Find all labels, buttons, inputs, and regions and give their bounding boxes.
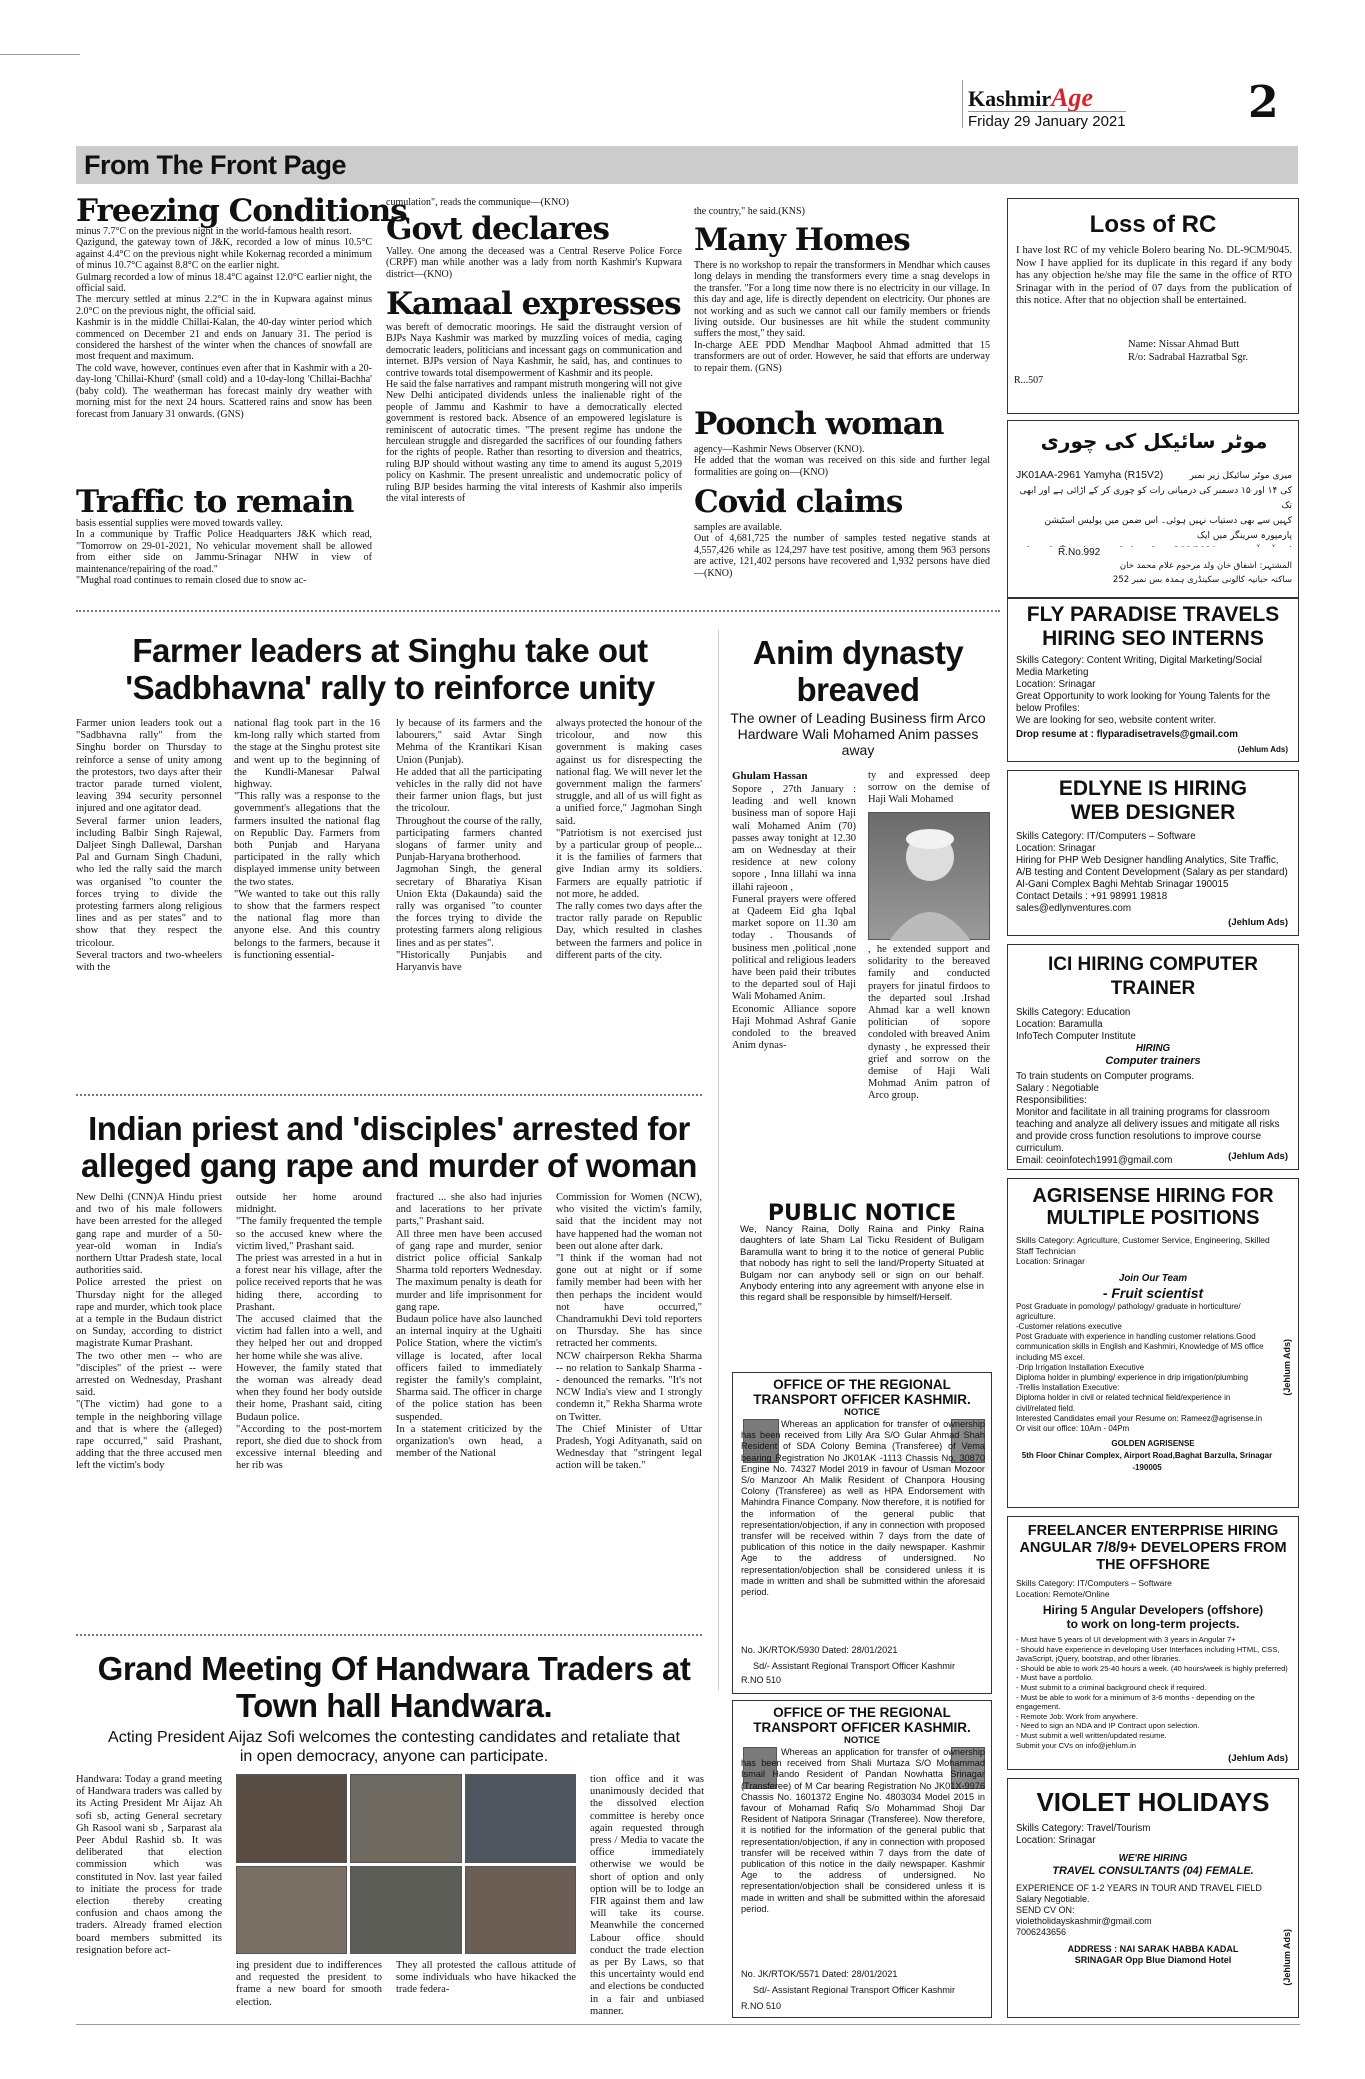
anim-col-1: Sopore , 27th January : leading and well known business man of sopore Haji wali Mohamed Anim (70) passes away tonight at 12.30 am on Wednesday at their residence at new colony sopore , Inna lillahi wa inna illahi rajeoon , Funeral prayers were offered at Qadeem Eid gha Iqbal market sopore on 11.30 am today . Thousands of business men ,political ,none political and religious leaders have been paid their tributes to the departed soul of Haji Wali Mohamed Anim. Economic Alliance sopore Haji Mohmad Ashraf Ganie condoled to the breaved Anim dynas- xyxy=(732,784,856,1052)
fly-paradise-ad xyxy=(1007,598,1299,762)
divider-priest xyxy=(76,1634,702,1636)
agri-text2: Post Graduate in pomology/ pathology/ graduate in horticulture/ agriculture. -Customer relations executive Post Graduate with experience in handling customer relations.Good communication skills in English and Kashmiri, Knowledge of MS office including MS excel. -Drip Irrigation Installation Executive Diploma holder in plumbing/ experience in drip irrigation/plumbing -Trellis Installation Executive: Diploma holder in civil or related technical field/experience in civil/related field. Interested Candidates email your Resume on: Rameez@agrisense.in Or visit our office: 10Am - 04Pm xyxy=(1016,1301,1264,1433)
ici-ad xyxy=(1007,944,1299,1170)
freelancer-ad xyxy=(1007,1516,1299,1770)
fly-sign: (Jehlum Ads) xyxy=(1237,745,1288,754)
priest-col-4: Commission for Women (NCW), who visited the victim's family, said that the incident may not have happened had the woman not been out alone after dark. "I think if the woman had not gone out at night or if some family member had been with her then perhaps the incident would not have occurred," Chandramukhi Devi told reporters on Thursday. She has since retracted her comments. NCW chairperson Rekha Sharma -- no relation to Sankalp Sharma -- denounced the remarks. "It's not NCW India's view and I strongly condemn it," Rekha Sharma wrote on Twitter. The Chief Minister of Uttar Pradesh, Yogi Adityanath, said on Wednesday that "stringent legal action will be taken." xyxy=(556,1192,702,1472)
rto1-sign: Sd/- Assistant Regional Transport Officer Kashmir xyxy=(753,1661,956,1671)
violet-text2: EXPERIENCE OF 1-2 YEARS IN TOUR AND TRAVEL FIELD Salary Negotiable. SEND CV ON: violetholidayskashmir@gmail.com 7006243656 xyxy=(1016,1883,1262,1937)
freezing-text: minus 7.7°C on the previous night in the world-famous health resort. Qazigund, the gateway town of J&K, recorded a low of minus 10.5°C against 4.4°C on the previous night while Kokernag recorded a minimum of minus 10.7°C against 8.8°C on the earlier night. Gulmarg recorded a low of minus 18.4°C against 12.0°C earlier night, the official said. The mercury settled at minus 2.2°C in the in Kupwara against minus 2.0°C on the previous night, the official said. Kashmir is in the middle Chillai-Kalan, the 40-day winter period which commenced on December 21 and ends on January 31. The period is considered the harshest of the winter when the chances of snowfall are most frequent and maximum. The cold wave, however, continues even after that in Kashmir with a 20-day-long 'Chillai-Khurd' (small cold) and a 10-day-long 'Chillai-Bachha' (baby cold). The weatherman has forecast mainly dry weather with morning mist for the next 24 hours. Scattered rains and snow has been forecast from January 31 onwards. (GNS) xyxy=(76,226,372,420)
loss-rc-addr: R/o: Sadrabal Hazratbal Sgr. xyxy=(1128,352,1249,363)
handwara-photos xyxy=(236,1774,576,1954)
rto-notice-2 xyxy=(732,1700,992,2018)
photo-5 xyxy=(350,1866,461,1955)
anim-subhead: The owner of Leading Business firm Arco Hardware Wali Mohamed Anim passes away xyxy=(730,710,986,758)
handwara-col-3: They all protested the callous attitude of some individuals who have hikacked the trade federa- xyxy=(396,1960,576,1996)
photo-2 xyxy=(350,1774,461,1863)
rto1-text: Whereas an application for transfer of ownership has been received from Lilly Ara S/O Gular Ahmad Shah Resident of SDA Colony Bemina (Transferee) of Vema bearing Registration No JK01AK -1113 Chassis No. 30870 Engine No. 74327 Model 2019 in favour of Usman Mozoor S/o Manzoor Ah Malik Resident of Chanpora Housing Colony (Transferee) as well as HPA Endorsement with Mahindra Finance Company. Now therefore, it is notified for the information of the general public that representation/objection, if any in connection with proposed transfer will be received within 7 days from the date of publication of this notice in the daily newspaper. Kashmir Age to the address of undersigned. No representation/objection shall be considered unless it is made in written and shall be submitted within the aforesaid period. xyxy=(741,1419,985,1598)
anim-byline: Ghulam Hassan xyxy=(732,770,808,782)
agri-company: GOLDEN AGRISENSE xyxy=(1111,1439,1195,1449)
photo-3 xyxy=(465,1774,576,1863)
violet-hiring: WE'RE HIRING xyxy=(1118,1853,1188,1864)
rto2-sign: Sd/- Assistant Regional Transport Officer Kashmir xyxy=(753,1985,956,1995)
agrisense-ad xyxy=(1007,1178,1299,1508)
freelancer-role: Hiring 5 Angular Developers (offshore) to work on long-term projects. xyxy=(1042,1603,1264,1631)
ici-text2: To train students on Computer programs. Salary : Negotiable Responsibilities: Monitor and facilitate in all training programs for classroom teaching and analyze all delivery issues and mitigate all risks and provide cross function resolutions to improve course curriculum. Email: ceoinfotech1991@gmail.com xyxy=(1016,1071,1280,1166)
traffic-headline: Traffic to remain xyxy=(76,484,354,520)
govt-text: Valley. One among the deceased was a Central Reserve Police Force (CRPF) man while another was a lady from north Kashmir's Kupwara district—(KNO) xyxy=(386,246,682,280)
govt-headline: Govt declares xyxy=(386,211,609,247)
priest-headline: Indian priest and 'disciples' arrested for alleged gang rape and murder of woman xyxy=(81,1110,697,1184)
ici-text: Skills Category: Education Location: Baramulla InfoTech Computer Institute xyxy=(1016,1007,1136,1042)
agri-title: AGRISENSE HIRING FOR MULTIPLE POSITIONS xyxy=(1032,1185,1274,1229)
covid-text: samples are available. Out of 4,681,725 the number of samples tested negative stands at 4,557,426 while as 124,297 have test positive, among them 963 persons are active, 121,402 persons have recovered and 1,932 persons have died—(KNO) xyxy=(694,522,990,579)
poonch-text: agency—Kashmir News Observer (KNO). He added that the woman was received on this side and further legal formalities are going on—(KNO) xyxy=(694,444,990,478)
ici-hiring: HIRING xyxy=(1135,1043,1171,1054)
public-notice xyxy=(732,1202,992,1362)
handwara-col-2: ing president due to indifferences and requested the president to frame a new board for smooth election. xyxy=(236,1960,382,2008)
farmer-col-1: Farmer union leaders took out a "Sadbhavna rally" from the Singhu border on Thursday to reinforce a sense of unity among the protestors, two days after their tractor parade turned violent, leaving 394 security personnel injured and one agitator dead. Several farmer union leaders, including Balbir Singh Rajewal, Daljeet Singh Dallewal, Darshan Pal and Gurnam Singh Chaduni, who led the rally said the march was organised "to counter the forces trying to divide the protesting farmers along religious lines and as per states" and to show that they respect the tricolour. Several tractors and two-wheelers with the xyxy=(76,718,222,974)
farmer-col-3: ly because of its farmers and the labourers," said Avtar Singh Mehma of the Krantikari Kisan Union (Punjab). He added that all the participating vehicles in the rally did not have their farmer union flags, but just the tricolour. Throughout the course of the rally, participating farmers chanted slogans of farmer unity and Punjab-Haryana brotherhood. Jagmohan Singh, the general secretary of Bharatiya Kisan Union Ekta (Dakaunda) said the rally was organised "to counter the forces trying to divide the protesting farmers along religious lines and as per states". "Historically Punjabis and Haryanvis have xyxy=(396,718,542,974)
agri-text: Skills Category: Agriculture, Customer Service, Engineering, Skilled Staff Technician Location: Srinagar xyxy=(1016,1235,1270,1266)
edlyne-sign: (Jehlum Ads) xyxy=(1228,917,1288,928)
urdu-sign: المشتہر: اشفاق خان ولد مرحوم غلام محمد خان ساکنہ حبانیہ کالونی سکینڈری ہمدہ بس نمبر 252 xyxy=(1112,561,1292,585)
section-title: From The Front Page xyxy=(84,150,347,180)
brand-kashmir: Kashmir xyxy=(968,86,1052,111)
urdu-reg: JK01AA-2961 Yamyha (R15V2) xyxy=(1016,469,1164,481)
farmer-col-2: national flag took part in the 16 km-long rally which started from the stage at the Singhu protest site and went up to the beginning of the Kundli-Manesar Palwal highway. "This rally was a response to the government's allegations that the farmers insulted the national flag on Republic Day. Farmers from both Punjab and Haryana participated in the rally which displayed immense unity between the two states. "We wanted to take out this rally to show that the farmers respect the national flag more than anyone else. And this country belongs to the farmers, because it is functioning essential- xyxy=(234,718,380,961)
loss-rc-name: Name: Nissar Ahmad Butt xyxy=(1128,339,1240,350)
rto1-title: OFFICE OF THE REGIONAL TRANSPORT OFFICER KASHMIR. xyxy=(753,1377,971,1407)
agri-addr: 5th Floor Chinar Complex, Airport Road,Baghat Barzulla, Srinagar -190005 xyxy=(1021,1451,1273,1473)
handwara-subhead: Acting President Aijaz Sofi welcomes the contesting candidates and retaliate that in open democracy, anyone can participate. xyxy=(108,1729,680,1765)
public-notice-title: PUBLIC NOTICE xyxy=(767,1202,957,1226)
masthead-vrule xyxy=(962,80,963,128)
agri-team: Join Our Team xyxy=(1118,1272,1188,1284)
rto-notice-1 xyxy=(732,1372,992,1694)
masthead-logo xyxy=(968,83,1093,113)
ici-role: Computer trainers xyxy=(1105,1055,1201,1067)
loss-rc-title: Loss of RC xyxy=(1089,211,1217,238)
loss-rc-rno: R...507 xyxy=(1014,375,1044,386)
violet-ad xyxy=(1007,1778,1299,2018)
freelancer-sign: (Jehlum Ads) xyxy=(1228,1753,1288,1764)
rto2-text: Whereas an application for transfer of ownership has been received from Shali Murtaza S/O Mohammad Ismail Hando Resident of Pandan Nowhatta Srinagar (Transferee) of M Car bearing Registration No JK01X-9976 Chassis No. 1601372 Engine No. 4803034 Model 2015 in favour of Mohamad Rafiq S/o Mohammad Shoji Dar Resident of Natipora Srinagar (Transferee). Now therefore, it is notified for the information of the general public that representation/objection, if any in connection with proposed transfer will be received within 7 days from the date of publication of this notice in the daily newspaper. Kashmir Age to the address of undersigned. No representation/objection shall be considered unless it is made in written and shall be submitted within the aforesaid period. xyxy=(741,1747,985,1914)
priest-col-3: fractured ... she also had injuries and lacerations to her private parts," Prashant said. All three men have been accused of gang rape and murder, senior district police official Sankalp Sharma told reporters Wednesday. The maximum penalty is death for murder and life imprisonment for gang rape. Budaun police have also launched an internal inquiry at the Ughaiti Police Station, where the victim's village is located, after local officers failed to immediately register the family's complaint, Sharma said. The officer in charge of the police station has been suspended. In a statement criticized by the organization's own head, a member of the National xyxy=(396,1192,542,1460)
agri-role: - Fruit scientist xyxy=(1102,1284,1204,1301)
divider-front xyxy=(76,610,1000,612)
govt-lead: cumulation", reads the communique—(KNO) xyxy=(386,197,569,208)
violet-addr: ADDRESS : NAI SARAK HABBA KADAL SRINAGAR Opp Blue Diamond Hotel xyxy=(1067,1944,1239,1965)
anim-headline: Anim dynasty breaved xyxy=(752,634,964,708)
ici-title: ICI HIRING COMPUTER TRAINER xyxy=(1047,954,1259,999)
edlyne-text: Skills Category: IT/Computers – Software Location: Srinagar Hiring for PHP Web Designer handling Analytics, Site Traffic, A/B testing and Content Development (Salary as per standard) Al-Gani Complex Baghi Mehtab Srinagar 190015 Contact Details : +91 98991 19818 sales@edlynventures.com xyxy=(1016,831,1288,914)
farmer-headline: Farmer leaders at Singhu take out 'Sadbhavna' rally to reinforce unity xyxy=(125,632,655,706)
photo-1 xyxy=(236,1774,347,1863)
loss-rc-ad xyxy=(1007,198,1299,414)
handwara-col-4: tion office and it was unanimously decided that the dissolved election committee is hereby once again requested through press / Media to vacate the office immediately otherwise we would be short of option and only option will be to lodge an FIR against them and law will take its course. Meanwhile the concerned Labour office should conduct the trade election as per By Laws, so that this uncertainty would end and elections be conducted in a fair and unbiased manner. xyxy=(590,1774,704,2017)
handwara-col-1: Handwara: Today a grand meeting of Handwara traders was called by its Acting President Mr Aijaz Ah sofi sb, acting General secretary Gh Rasool wani sb , Sarparast ala Peer Abdul Rashid sb. It was deliberated that election commission which was constituted in Nov. last year failed to initiate the process for trade election thereby creating confusion and chaos among the traders. Already framed election board members submitted its resignation before act- xyxy=(76,1774,222,1956)
agri-sign: (Jehlum Ads) xyxy=(1282,1339,1292,1396)
photo-6 xyxy=(465,1866,576,1955)
violet-role: TRAVEL CONSULTANTS (04) FEMALE. xyxy=(1052,1865,1254,1877)
traffic-text: basis essential supplies were moved towards valley. In a communique by Traffic Police Headquarters J&K which read, "Tomorrow on 29-01-2021, No vehicular movement shall be allowed from either side on Jammu-Srinagar NHW in view of maintenance/repairing of the road." "Mughal road continues to remain closed due to snow ac- xyxy=(76,518,372,587)
covid-headline: Covid claims xyxy=(694,484,903,520)
page-number: 2 xyxy=(1248,77,1279,128)
bottom-rule xyxy=(76,2024,1300,2025)
anim-col-2-top: ty and expressed deep sorrow on the demise of Haji Wali Mohamed xyxy=(868,770,990,806)
portrait-icon xyxy=(869,813,991,941)
freelancer-title: FREELANCER ENTERPRISE HIRING ANGULAR 7/8/9+ DEVELOPERS FROM THE OFFSHORE xyxy=(1019,1523,1287,1573)
loss-rc-text: I have lost RC of my vehicle Bolero bearing No. DL-9CM/9045. Now I have applied for its duplicate in this regard if any body has any objection he/she may file the same in the office of RTO Srinagar with in the period of 07 days from the publication of this notice. After that no objection shall be entertained. xyxy=(1016,245,1292,306)
rto2-title: OFFICE OF THE REGIONAL TRANSPORT OFFICER KASHMIR. xyxy=(753,1705,971,1735)
homes-lead: the country," he said.(KNS) xyxy=(694,206,805,217)
edlyne-title: EDLYNE IS HIRING WEB DESIGNER xyxy=(1058,777,1248,824)
freelancer-text: Skills Category: IT/Computers – Software Location: Remote/Online xyxy=(1016,1578,1172,1599)
priest-col-1: New Delhi (CNN)A Hindu priest and two of his male followers have been arrested for the alleged gang rape and murder of a 50-year-old woman in India's northern Uttar Pradesh state, local authorities said. Police arrested the priest on Thursday night for the alleged rape and murder, which took place at a temple in the Budaun district on Sunday, according to district magistrate Kumar Prashant. The two other men -- who are "disciples" of the priest -- were arrested on Wednesday, Prashant said. "(The victim) had gone to a temple in the neighboring village and that is where the (alleged) rape occurred," said Prashant, adding that the three accused men left the victim's body xyxy=(76,1192,222,1472)
rto2-notice: NOTICE xyxy=(844,1735,880,1746)
poonch-headline: Poonch woman xyxy=(694,406,944,442)
kamaal-headline: Kamaal expresses xyxy=(386,286,681,322)
fly-title: FLY PARADISE TRAVELS HIRING SEO INTERNS xyxy=(1026,603,1280,650)
divider-farmer xyxy=(76,1094,702,1096)
fly-text: Skills Category: Content Writing, Digital Marketing/Social Media Marketing Location: Srinagar Great Opportunity to work looking for Young Talents for the below Profiles: We are looking for seo, website content writer. xyxy=(1016,655,1271,726)
urdu-rno: R.No.992 xyxy=(1058,547,1101,558)
violet-text: Skills Category: Travel/Tourism Location: Srinagar xyxy=(1016,1823,1151,1846)
homes-text: There is no workshop to repair the transformers in Mendhar which causes long delays in mending the transformers every time a snag develops in the transfer. "For a long time now there is no electricity in our village. In this day and age, life is directly dependent on electricity. Our phones are not working and as such we cannot call our family members or friends living outside. Our businesses are hit while the student community suffers the most," they said. In-charge AEE PDD Mendhar Maqbool Ahmad admitted that 15 transformers are out of order. However, he said that efforts are underway to repair them. (GNS) xyxy=(694,260,990,374)
vrule-anim xyxy=(718,630,719,1690)
rto2-rno: R.NO 510 xyxy=(741,2001,782,2011)
freezing-headline: Freezing Conditions xyxy=(76,193,407,229)
homes-headline: Many Homes xyxy=(694,222,910,258)
rto1-no: No. JK/RTOK/5930 Dated: 28/01/2021 xyxy=(741,1645,898,1655)
violet-sign: (Jehlum Ads) xyxy=(1282,1929,1292,1986)
urdu-title: موٹر سائیکل کی چوری xyxy=(1040,429,1268,453)
fly-resume: Drop resume at : flyparadisetravels@gmail.com xyxy=(1016,729,1238,740)
anim-col-2: , he extended support and solidarity to the bereaved family and conducted prayers for jinatul firdoos to the departed soul .Irshad Ahmad kar a well known politician of sopore condoled with breaved Anim dynasty , he expressed their grief and sorrow on the demise of Haji Wali Mohmad Anim patron of Arco group. xyxy=(868,944,990,1102)
public-notice-text: We, Nancy Raina, Dolly Raina and Pinky Raina daughters of late Sham Lal Ticku Resident of Buligam Baramulla want to bring it to the notice of general Public that nobody has right to sell the land/Property Situated at Bulgam nor can anybody sell or sign on our behalf. Anybody entering into any agreement with anyone else in this regard shall be responsible by himself/Herself. xyxy=(740,1224,984,1304)
rto2-no: No. JK/RTOK/5571 Dated: 28/01/2021 xyxy=(741,1969,898,1979)
handwara-headline: Grand Meeting Of Handwara Traders at Town hall Handwara. xyxy=(97,1650,691,1724)
rto1-notice: NOTICE xyxy=(844,1407,880,1418)
farmer-col-4: always protected the honour of the tricolour, and now this government is making cases against us for disrespecting the national flag. We will never let the government malign the farmers' struggle, and all of us will fight as a unified force," Jagmohan Singh said. "Patriotism is not exercised just by a particular group of people... it is the families of farmers that give Indian army its soldiers. Farmers are equally patriotic if not more, he added. The rally comes two days after the tractor rally parade on Republic Day, which resulted in clashes between the farmers and police in different parts of the city. xyxy=(556,718,702,961)
top-rule xyxy=(0,54,80,55)
violet-title: VIOLET HOLIDAYS xyxy=(1036,1787,1270,1817)
kamaal-text: was bereft of democratic moorings. He said the distraught version of BJPs Naya Kashmir was marked by muzzling voices of media, caging democratic leaders, politicians and incessant gags on communication and internet. BJPs version of Naya Kashmir, he said, has, and continues to contrive towards total disempowerment of Kashmir and its people. He said the false narratives and rampant mistruth mongering will not give New Delhi anticipated dividends unless the inalienable right of the people of Jammu and Kashmir to have a democratically elected government is restored back. Absence of an empowered legislature is reminiscent of autocratic times. "The present regime has undone the herculean struggle and disregarded the sacrifices of our founding fathers for the rights of people. Rather than resorting to diversion and theatrics, ruling BJP should without wasting any time to amend its august 5,2019 policy on Kashmir. The present unrealistic and undemocratic policy of ruling BJP besides harming the vital interests of Kashmir also imperils the vital interests of xyxy=(386,322,682,505)
urdu-ad xyxy=(1007,420,1299,598)
brand-age: Age xyxy=(1051,83,1094,112)
priest-col-2: outside her home around midnight. "The family frequented the temple so the accused knew where the victim lived," Prashant said. The priest was arrested in a hut in a forest near his village, after the police received reports that he was hiding there, according to Prashant. The accused claimed that the victim had fallen into a well, and they helped her out and dropped her home while she was alive. However, the family stated that the woman was already dead when they found her body outside their home, Prashant said, citing Budaun police. "According to the post-mortem report, she died due to shock from excessive internal bleeding and her rib was xyxy=(236,1192,382,1472)
urdu-text: میری موٹر سائیکل زیر نمبر کی ۱۴ اور ۱۵ دسمبر کی درمیانی رات کو چوری کر کے اڑائی ہے اور ابھی تک کہیں سے بھی دستیاب نہیں ہوئی۔ اس ضمن میں پولیس اسٹیشن پارمپورہ سرینگر میں ایک xyxy=(1019,471,1292,541)
rto1-rno: R.NO 510 xyxy=(741,1675,782,1685)
edlyne-ad xyxy=(1007,770,1299,936)
photo-4 xyxy=(236,1866,347,1955)
masthead xyxy=(964,77,1294,132)
freelancer-text2: - Must have 5 years of UI development with 3 years in Angular 7+ - Should have experience in developing User Interfaces including HTML, CSS, JavaScript, jQuery, bootstrap, and other libraries. - Should be able to work 25-40 hours a week. (40 hours/week is highly preferred) - Must have a portfolio. - Must submit to a criminal background check if required. - Must be able to work for a minimum of 3-6 months - depending on the engagement. - Remote Job: Work from anywhere. - Need to sign an NDA and IP Contract upon selection. - Must submit a well written/updated resume. Submit your CVs on info@jehlum.in xyxy=(1016,1635,1288,1750)
ici-sign: (Jehlum Ads) xyxy=(1228,1151,1288,1162)
anim-portrait xyxy=(868,812,990,940)
masthead-date: Friday 29 January 2021 xyxy=(968,113,1126,130)
